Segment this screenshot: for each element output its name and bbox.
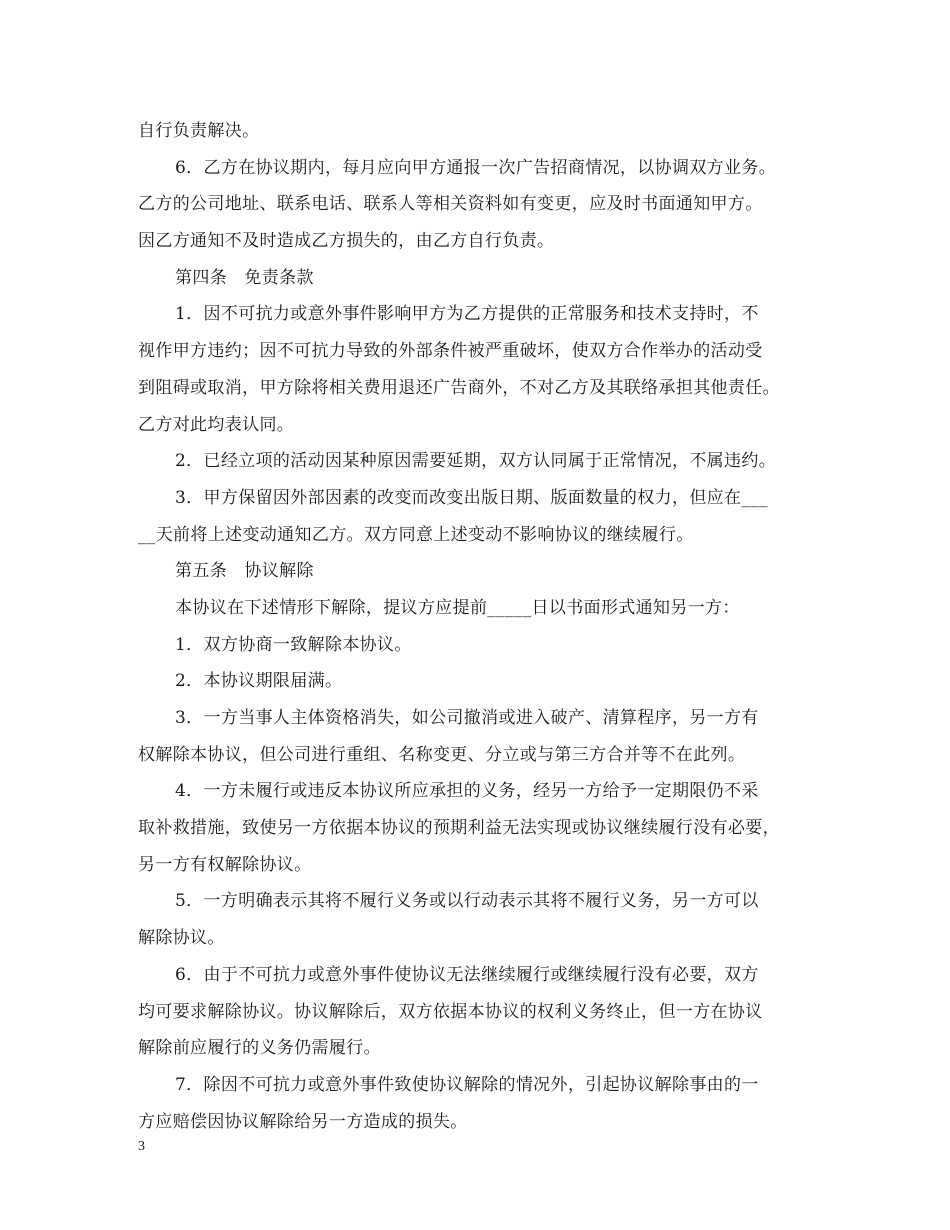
text-line: 到阻碍或取消，甲方除将相关费用退还广告商外，不对乙方及其联络承担其他责任。 <box>138 377 780 398</box>
text-line: 3．一方当事人主体资格消失，如公司撤消或进入破产、清算程序，另一方有 <box>175 708 759 728</box>
text-line: 自行负责解决。 <box>138 121 260 141</box>
text-line: 1．双方协商一致解除本协议。 <box>175 634 412 655</box>
text-line: 7．除因不可抗力或意外事件致使协议解除的情况外，引起协议解除事由的一 <box>175 1074 759 1095</box>
text-line: 视作甲方违约；因不可抗力导致的外部条件被严重破坏，使双方合作举办的活动受 <box>138 341 763 362</box>
text-line: 取补救措施，致使另一方依据本协议的预期利益无法实现或协议继续履行没有必要， <box>138 818 780 839</box>
text-line: 第四条 免责条款 <box>175 267 314 288</box>
document-body <box>138 113 818 1140</box>
page-number: 3 <box>138 1139 145 1154</box>
text-line: 乙方对此均表认同。 <box>138 414 295 435</box>
text-line: 另一方有权解除协议。 <box>138 854 312 875</box>
text-line: 乙方的公司地址、联系电话、联系人等相关资料如有变更，应及时书面通知甲方。 <box>138 194 763 215</box>
text-line: 第五条 协议解除 <box>175 561 314 582</box>
text-line: 权解除本协议，但公司进行重组、名称变更、分立或与第三方合并等不在此列。 <box>138 744 746 765</box>
text-line: 2．已经立项的活动因某种原因需要延期，双方认同属于正常情况，不属违约。 <box>175 451 777 472</box>
text-line: 本协议在下述情形下解除，提议方应提前_____日以书面形式通知另一方： <box>175 597 740 618</box>
text-line: 2．本协议期限届满。 <box>175 671 343 692</box>
text-line: 3．甲方保留因外部因素的改变而改变出版日期、版面数量的权力，但应在___ <box>175 487 768 508</box>
text-line: 5．一方明确表示其将不履行义务或以行动表示其将不履行义务，另一方可以 <box>175 891 759 912</box>
text-line: 因乙方通知不及时造成乙方损失的，由乙方自行负责。 <box>138 231 555 252</box>
text-line: 6．乙方在协议期内，每月应向甲方通报一次广告招商情况，以协调双方业务。 <box>175 157 777 178</box>
text-line: 方应赔偿因协议解除给另一方造成的损失。 <box>138 1111 468 1132</box>
text-line: 均可要求解除协议。协议解除后，双方依据本协议的权利义务终止，但一方在协议 <box>138 1001 763 1022</box>
text-line: 6．由于不可抗力或意外事件使协议无法继续履行或继续履行没有必要，双方 <box>175 964 759 985</box>
text-line: 解除协议。 <box>138 928 225 949</box>
text-line: 解除前应履行的义务仍需履行。 <box>138 1038 381 1059</box>
text-line: 1．因不可抗力或意外事件影响甲方为乙方提供的正常服务和技术支持时，不 <box>175 304 759 325</box>
text-line: 4．一方未履行或违反本协议所应承担的义务，经另一方给予一定期限仍不采 <box>175 781 759 802</box>
text-line: __天前将上述变动通知乙方。双方同意上述变动不影响协议的继续履行。 <box>138 524 694 545</box>
